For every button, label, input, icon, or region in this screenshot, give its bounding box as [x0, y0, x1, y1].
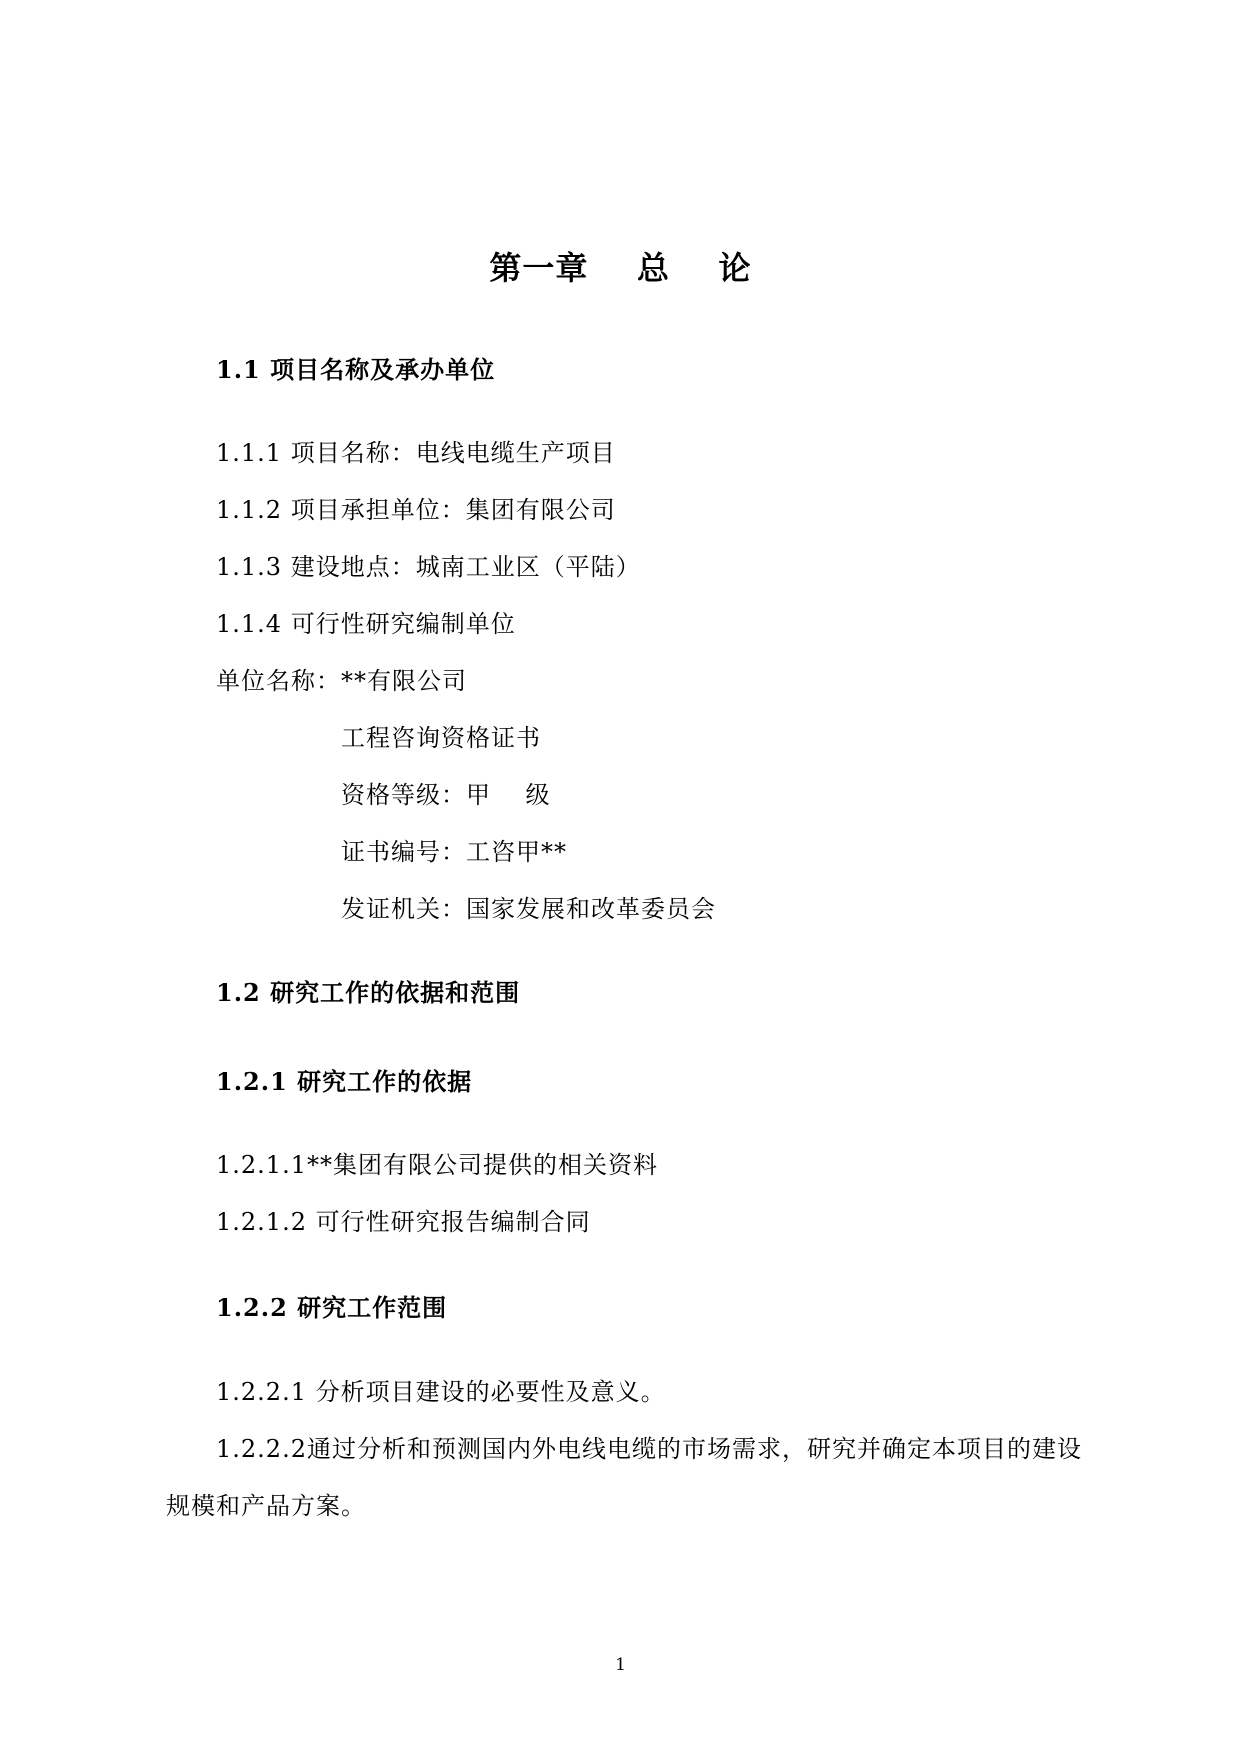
page-number: 1 [615, 1655, 626, 1675]
chapter-title: 第一章 总 论 [489, 249, 752, 287]
unit-grade: 资格等级：甲 级 [341, 781, 551, 809]
list-item-continuation: 规模和产品方案。 [166, 1492, 366, 1520]
unit-issuer: 发证机关：国家发展和改革委员会 [341, 895, 716, 923]
item-1-1-3: 1.1.3 建设地点：城南工业区（平陆） [216, 553, 641, 581]
item-1-1-2: 1.1.2 项目承担单位：集团有限公司 [216, 496, 616, 524]
item-1-1-4: 1.1.4 可行性研究编制单位 [216, 610, 516, 638]
list-item: 1.2.2.1 分析项目建设的必要性及意义。 [216, 1378, 666, 1406]
item-1-1-1: 1.1.1 项目名称：电线电缆生产项目 [216, 439, 616, 467]
section-heading-1-1: 1.1 项目名称及承办单位 [216, 355, 496, 384]
unit-name: 单位名称：**有限公司 [216, 667, 467, 695]
section-heading-1-2: 1.2 研究工作的依据和范围 [216, 978, 521, 1007]
section-heading-1-2-1: 1.2.1 研究工作的依据 [216, 1067, 473, 1096]
section-heading-1-2-2: 1.2.2 研究工作范围 [216, 1293, 448, 1322]
list-item: 1.2.1.2 可行性研究报告编制合同 [216, 1208, 591, 1236]
list-item: 1.2.2.2通过分析和预测国内外电线电缆的市场需求，研究并确定本项目的建设 [216, 1435, 1082, 1463]
list-item: 1.2.1.1**集团有限公司提供的相关资料 [216, 1151, 658, 1179]
unit-cert-number: 证书编号：工咨甲** [341, 838, 567, 866]
unit-cert: 工程咨询资格证书 [341, 724, 541, 752]
